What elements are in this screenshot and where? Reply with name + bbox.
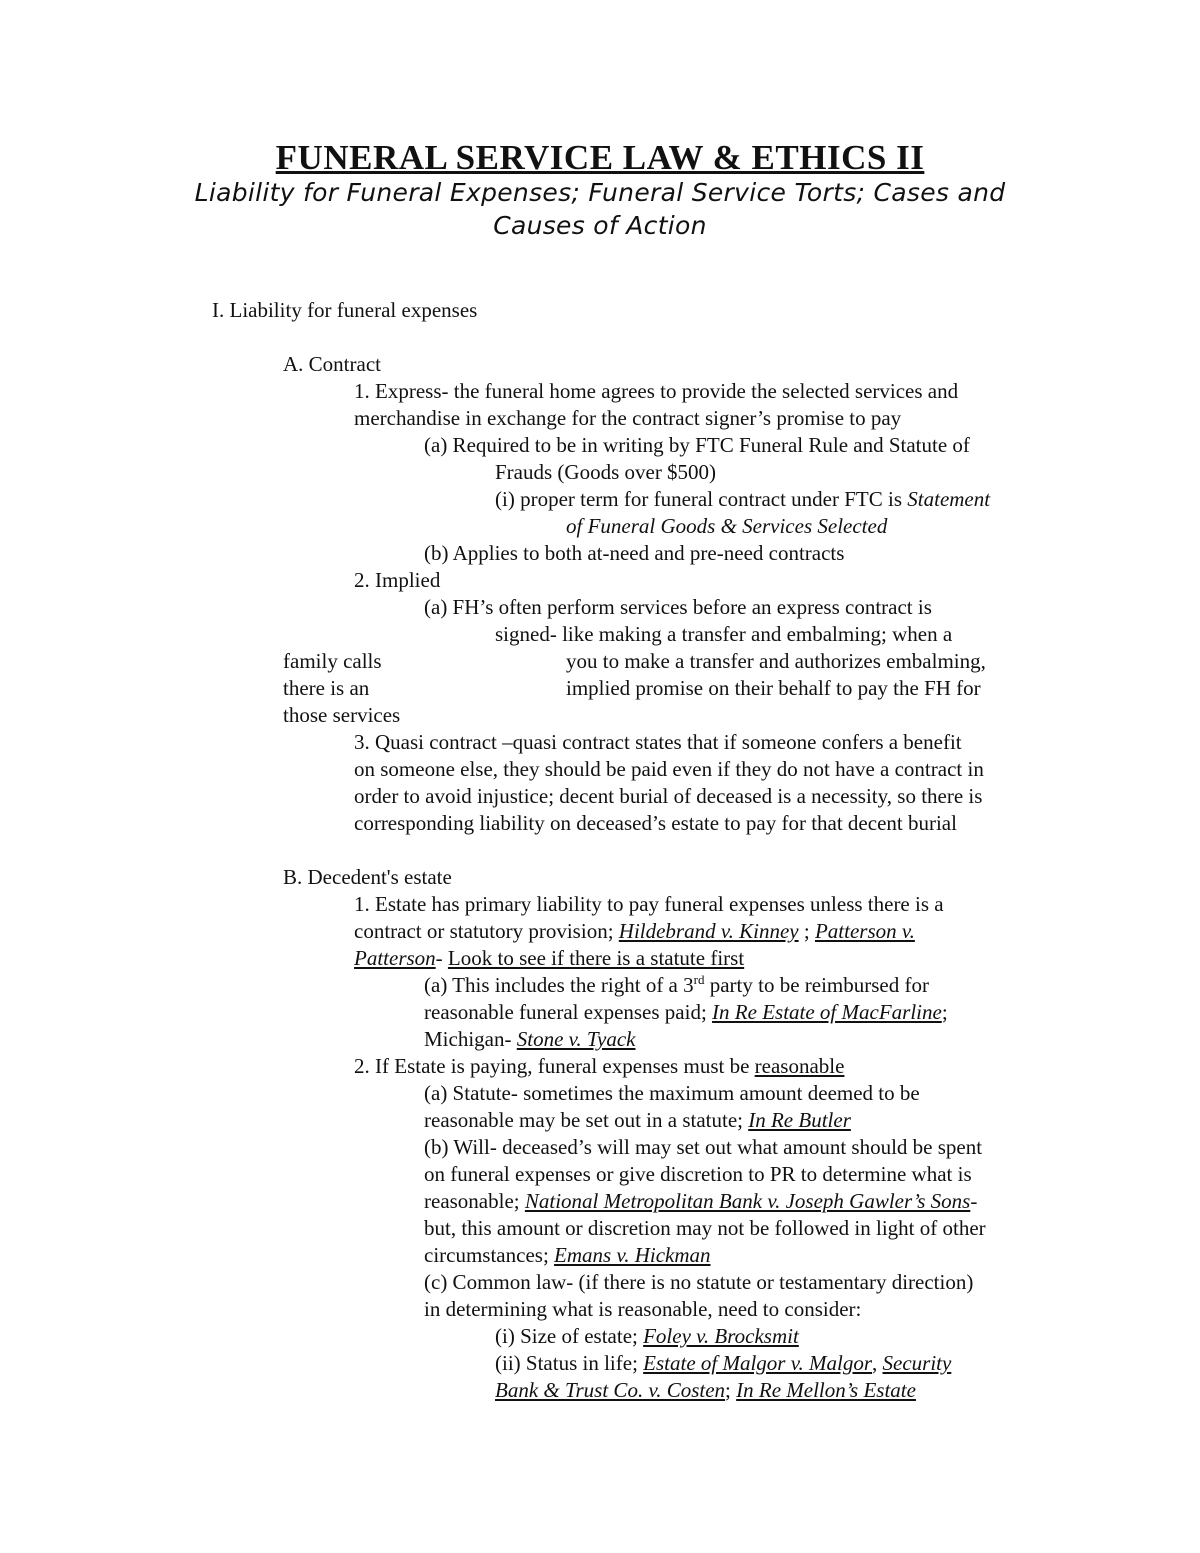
subsection-heading: B. Decedent's estate — [283, 865, 452, 889]
outline-line: but, this amount or discretion may not be followed in light of other — [424, 1216, 986, 1240]
outline-text: contract or statutory provision; — [354, 919, 619, 943]
outline-text: reasonable; — [424, 1189, 525, 1213]
separator: ; — [941, 1000, 948, 1024]
separator: ; — [798, 919, 815, 943]
underlined-term: reasonable — [754, 1054, 845, 1078]
case-citation: In Re Mellon’s Estate — [736, 1378, 916, 1402]
case-citation: Patterson — [354, 946, 436, 970]
outline-line: (a) Statute- sometimes the maximum amount deemed to be — [424, 1081, 920, 1105]
outline-line: merchandise in exchange for the contract signer’s promise to pay — [354, 406, 902, 430]
outline-line: you to make a transfer and authorizes embalming, — [566, 649, 986, 673]
outline-line: corresponding liability on deceased’s estate to pay for that decent burial — [354, 811, 957, 835]
case-citation: Estate of Malgor v. Malgor — [643, 1351, 872, 1375]
outline-line: (b) Applies to both at-need and pre-need contracts — [424, 541, 845, 565]
outline-line: in determining what is reasonable, need to consider: — [424, 1297, 862, 1321]
outline-text: (i) Size of estate; — [495, 1324, 644, 1348]
case-citation: National Metropolitan Bank v. Joseph Gawler’s Sons — [524, 1189, 971, 1213]
separator: , — [872, 1351, 883, 1375]
outline-line: signed- like making a transfer and embalming; when a — [495, 622, 953, 646]
outline-line — [354, 945, 744, 972]
outline-line: (a) FH’s often perform services before an express contract is — [424, 595, 932, 619]
outline-text: circumstances; — [424, 1243, 555, 1267]
italic-term: of Funeral Goods & Services Selected — [566, 514, 888, 538]
document-title: FUNERAL SERVICE LAW & ETHICS II — [275, 138, 925, 177]
italic-term: Statement — [907, 487, 991, 511]
outline-line — [424, 1242, 711, 1269]
document-subtitle-line1: Liability for Funeral Expenses; Funeral Service Torts; Cases and — [194, 178, 1006, 207]
document-subtitle-line2: Causes of Action — [493, 211, 707, 240]
outline-line: on funeral expenses or give discretion to PR to determine what is — [424, 1162, 972, 1186]
outline-line: (a) Required to be in writing by FTC Funeral Rule and Statute of — [424, 433, 970, 457]
case-citation: In Re Estate of MacFarline — [712, 1000, 942, 1024]
outline-line: implied promise on their behalf to pay the FH for — [566, 676, 981, 700]
outline-line — [424, 1026, 636, 1053]
section-heading: I. Liability for funeral expenses — [212, 298, 478, 322]
outline-line: 3. Quasi contract –quasi contract states that if someone confers a benefit — [354, 730, 962, 754]
outline-line — [424, 1188, 977, 1215]
outline-line — [495, 1377, 916, 1404]
outline-text: (ii) Status in life; — [495, 1351, 644, 1375]
outline-line: 1. Express- the funeral home agrees to provide the selected services and — [354, 379, 959, 403]
case-citation: Patterson v. — [814, 919, 915, 943]
outline-line: there is an — [283, 676, 370, 700]
separator: ; — [725, 1378, 737, 1402]
outline-text: (i) proper term for funeral contract under FTC is — [495, 487, 908, 511]
outline-text: party to be reimbursed for — [704, 973, 929, 997]
outline-line: family calls — [283, 649, 382, 673]
case-citation: Hildebrand v. Kinney — [618, 919, 799, 943]
outline-line — [495, 486, 990, 513]
outline-line — [495, 1350, 951, 1377]
case-citation: In Re Butler — [748, 1108, 851, 1132]
outline-line: on someone else, they should be paid even if they do not have a contract in — [354, 757, 984, 781]
outline-line: 2. Implied — [354, 568, 441, 592]
outline-text: (a) This includes the right of a 3 — [424, 973, 694, 997]
outline-line: Frauds (Goods over $500) — [495, 460, 717, 484]
outline-text: reasonable funeral expenses paid; — [424, 1000, 713, 1024]
underlined-note: Look to see if there is a statute first — [447, 946, 745, 970]
outline-text: 2. If Estate is paying, funeral expenses must be — [354, 1054, 755, 1078]
outline-line — [495, 1323, 799, 1350]
case-citation: Emans v. Hickman — [554, 1243, 711, 1267]
outline-line — [424, 972, 929, 999]
outline-line — [424, 1107, 851, 1134]
subsection-heading: A. Contract — [283, 352, 381, 376]
separator: - — [435, 946, 448, 970]
outline-line: those services — [283, 703, 401, 727]
case-citation: Foley v. Brocksmit — [643, 1324, 799, 1348]
outline-line: (b) Will- deceased’s will may set out what amount should be spent — [424, 1135, 983, 1159]
case-citation: Stone v. Tyack — [516, 1027, 636, 1051]
outline-text: Michigan- — [424, 1027, 517, 1051]
outline-line: (c) Common law- (if there is no statute or testamentary direction) — [424, 1270, 974, 1294]
outline-line — [424, 999, 948, 1026]
outline-line — [354, 918, 915, 945]
outline-line: 1. Estate has primary liability to pay funeral expenses unless there is a — [354, 892, 944, 916]
outline-line — [354, 1053, 844, 1080]
outline-line: order to avoid injustice; decent burial of deceased is a necessity, so there is — [354, 784, 983, 808]
separator: - — [970, 1189, 978, 1213]
case-citation: Security — [882, 1351, 952, 1375]
ordinal-suffix: rd — [693, 972, 705, 987]
outline-text: reasonable may be set out in a statute; — [424, 1108, 749, 1132]
case-citation: Bank & Trust Co. v. Costen — [495, 1378, 726, 1402]
